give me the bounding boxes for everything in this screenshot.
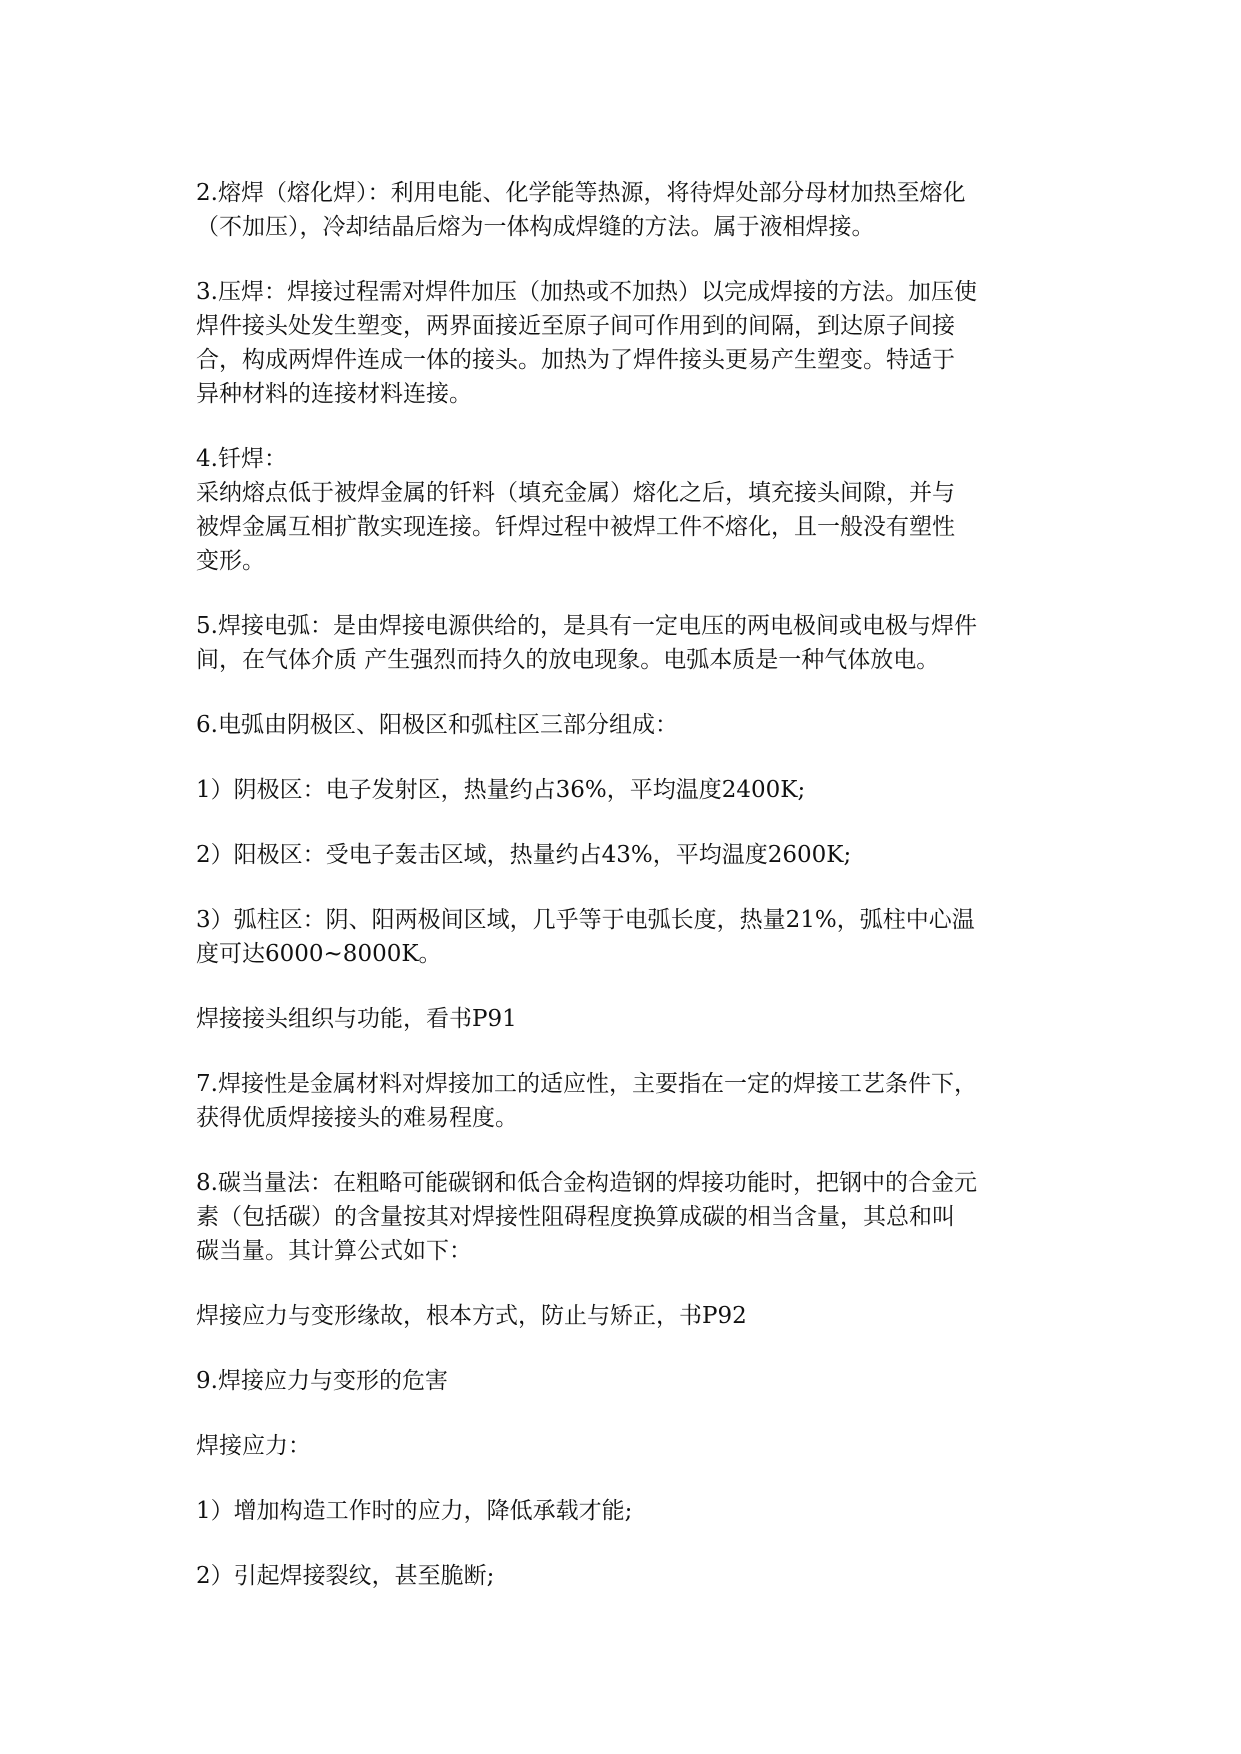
text-line: 焊件接头处发生塑变，两界面接近至原子间可作用到的间隔，到达原子间接 bbox=[196, 313, 955, 339]
text-line: 1）阴极区：电子发射区，热量约占36%，平均温度2400K; bbox=[196, 777, 806, 803]
text-line: 合，构成两焊件连成一体的接头。加热为了焊件接头更易产生塑变。特适于 bbox=[196, 347, 955, 373]
document-body bbox=[196, 176, 1056, 1624]
text-line: 8.碳当量法：在粗略可能碳钢和低合金构造钢的焊接功能时，把钢中的合金元 bbox=[196, 1170, 977, 1196]
text-line: 2.熔焊（熔化焊）：利用电能、化学能等热源，将待焊处部分母材加热至熔化 bbox=[196, 180, 966, 206]
text-line: 7.焊接性是金属材料对焊接加工的适应性，主要指在一定的焊接工艺条件下， bbox=[196, 1071, 977, 1097]
text-line: 焊接应力： bbox=[196, 1433, 311, 1459]
text-line: 2）引起焊接裂纹，甚至脆断; bbox=[196, 1563, 495, 1589]
text-line: 碳当量。其计算公式如下： bbox=[196, 1238, 472, 1264]
text-line: 异种材料的连接材料连接。 bbox=[196, 381, 472, 407]
paragraph-arc-parts bbox=[196, 708, 1056, 742]
text-line: 3.压焊：焊接过程需对焊件加压（加热或不加热）以完成焊接的方法。加压使 bbox=[196, 279, 977, 305]
paragraph-carbon-equivalent bbox=[196, 1166, 1056, 1268]
text-line: 间，在气体介质 产生强烈而持久的放电现象。电弧本质是一种气体放电。 bbox=[196, 647, 940, 673]
paragraph-stress-item-1 bbox=[196, 1494, 1056, 1528]
paragraph-weldability bbox=[196, 1067, 1056, 1135]
text-line: 6.电弧由阴极区、阳极区和弧柱区三部分组成： bbox=[196, 712, 678, 738]
paragraph-welding-arc bbox=[196, 609, 1056, 677]
paragraph-anode-zone bbox=[196, 838, 1056, 872]
paragraph-melt-welding bbox=[196, 176, 1056, 244]
text-line: 3）弧柱区：阴、阳两极间区域，几乎等于电弧长度，热量21%，弧柱中心温 bbox=[196, 907, 975, 933]
text-line: 2）阳极区：受电子轰击区域，热量约占43%，平均温度2600K; bbox=[196, 842, 852, 868]
paragraph-stress-heading bbox=[196, 1429, 1056, 1463]
paragraph-pressure-welding bbox=[196, 275, 1056, 411]
paragraph-brazing bbox=[196, 442, 1056, 578]
text-line: 获得优质焊接接头的难易程度。 bbox=[196, 1105, 518, 1131]
text-line: 4.钎焊： bbox=[196, 446, 287, 472]
text-line: 焊接应力与变形缘故，根本方式，防止与矫正，书P92 bbox=[196, 1303, 747, 1329]
paragraph-stress-item-2 bbox=[196, 1559, 1056, 1593]
text-line: 度可达6000~8000K。 bbox=[196, 941, 442, 967]
paragraph-stress-hazards bbox=[196, 1364, 1056, 1398]
text-line: （不加压），冷却结晶后熔为一体构成焊缝的方法。属于液相焊接。 bbox=[196, 214, 875, 240]
text-line: 素（包括碳）的含量按其对焊接性阻碍程度换算成碳的相当含量，其总和叫 bbox=[196, 1204, 955, 1230]
text-line: 变形。 bbox=[196, 548, 265, 574]
paragraph-stress-ref bbox=[196, 1299, 1056, 1333]
text-line: 5.焊接电弧：是由焊接电源供给的，是具有一定电压的两电极间或电极与焊件 bbox=[196, 613, 977, 639]
text-line: 焊接接头组织与功能，看书P91 bbox=[196, 1006, 517, 1032]
text-line: 被焊金属互相扩散实现连接。钎焊过程中被焊工件不熔化，且一般没有塑性 bbox=[196, 514, 955, 540]
paragraph-cathode-zone bbox=[196, 773, 1056, 807]
text-line: 9.焊接应力与变形的危害 bbox=[196, 1368, 448, 1394]
paragraph-arc-column-zone bbox=[196, 903, 1056, 971]
text-line: 1）增加构造工作时的应力，降低承载才能; bbox=[196, 1498, 633, 1524]
text-line: 采纳熔点低于被焊金属的钎料（填充金属）熔化之后，填充接头间隙，并与 bbox=[196, 480, 955, 506]
paragraph-joint-ref bbox=[196, 1002, 1056, 1036]
